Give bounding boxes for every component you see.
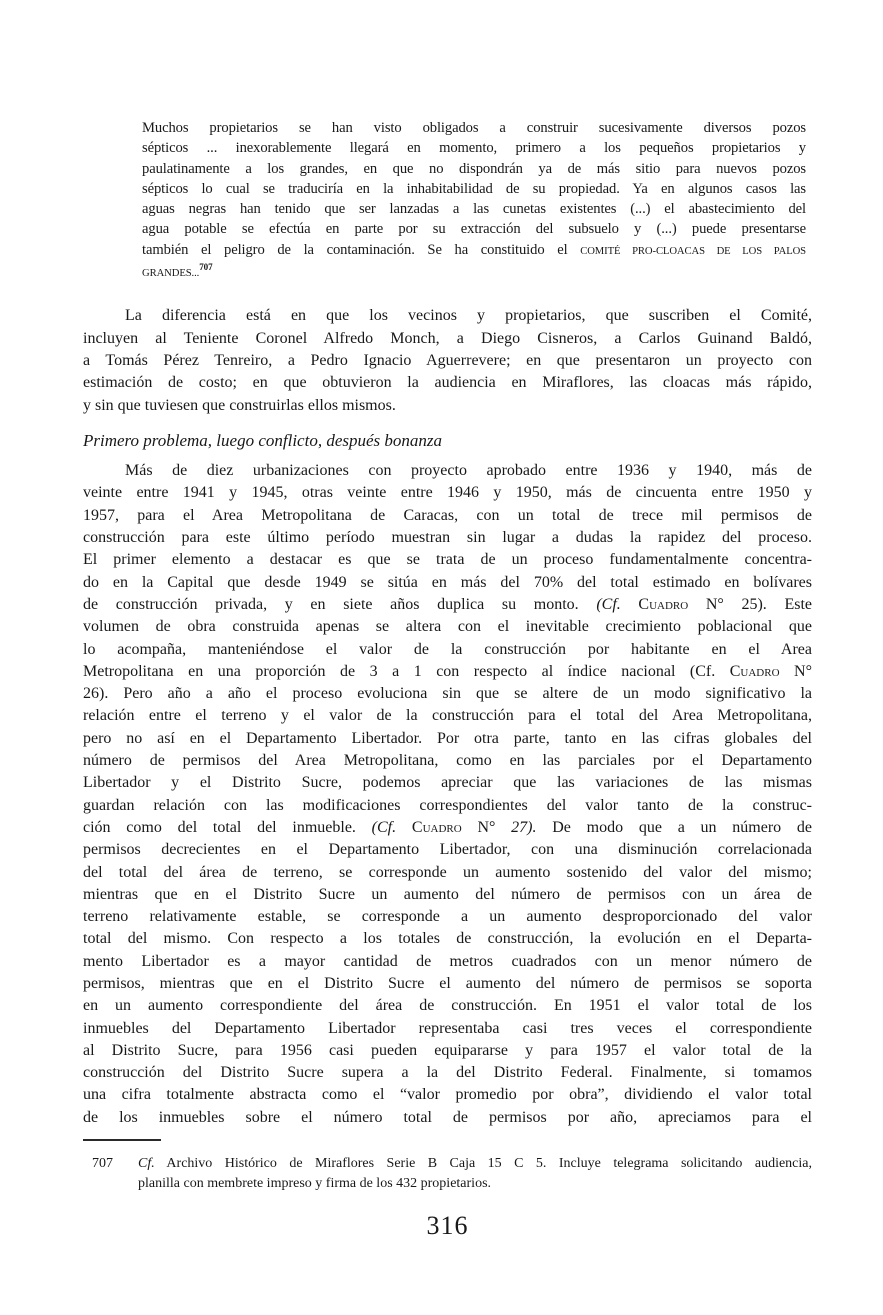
text-segment: paulatinamente a los grandes, en que no dispondrán ya de más sitio para nuevos pozos xyxy=(142,160,806,177)
document-blocks xyxy=(83,118,812,1129)
text-segment: relación entre el terreno y el valor de la construcción para el total del Area Metropolitana, xyxy=(83,707,812,725)
text-segment: lo acompaña, manteniéndose el valor de la construcción por habitante en el Area xyxy=(83,640,812,658)
text-segment: mento Libertador es a mayor cantidad de metros cuadrados con un menor número de xyxy=(83,952,812,970)
text-segment: a Tomás Pérez Tenreiro, a Pedro Ignacio Aguerrevere; en que presentaron un proyecto con xyxy=(83,351,812,369)
text-line xyxy=(83,350,812,372)
text-segment: total del mismo. Con respecto a los totales de construcción, la evolución en el Departa- xyxy=(83,930,812,948)
text-segment xyxy=(621,596,639,613)
text-line xyxy=(83,772,812,794)
text-line xyxy=(83,482,812,504)
text-segment: La diferencia está en que los vecinos y propietarios, que suscriben el Comité, xyxy=(125,307,812,325)
text-segment: 27). xyxy=(511,818,537,836)
text-line xyxy=(83,1040,812,1062)
text-line xyxy=(83,661,812,683)
text-segment: Cuadro xyxy=(638,595,689,613)
footnote-number: 707 xyxy=(92,1156,113,1172)
text-segment: Cf. xyxy=(138,1156,155,1172)
section-heading xyxy=(83,430,812,452)
text-segment: guardan relación con las modificaciones correspondientes del valor tanto de la construc- xyxy=(83,796,812,814)
text-line xyxy=(83,995,812,1017)
text-line xyxy=(83,728,812,750)
text-line xyxy=(83,705,812,727)
text-line xyxy=(142,179,806,199)
text-segment: N° xyxy=(779,662,812,680)
text-line xyxy=(142,199,806,219)
text-segment: una cifra totalmente abstracta como el “valor promedio por obra”, dividiendo el valor total xyxy=(83,1086,812,1104)
text-segment: GRANDES... xyxy=(142,268,200,280)
paragraph-2 xyxy=(83,460,812,1129)
text-segment: veinte entre 1941 y 1945, otras veinte entre 1946 y 1950, más de cincuenta entre 1950 y xyxy=(83,484,812,502)
text-segment: (Cf. xyxy=(596,595,621,613)
text-segment: De modo que a un número de xyxy=(536,818,813,836)
text-line xyxy=(83,616,812,638)
page-number: 316 xyxy=(426,1211,469,1241)
text-line xyxy=(83,460,812,482)
text-segment: agua potable se efectúa en parte por su extracción del subsuelo y (...) puede presentarse xyxy=(142,221,806,238)
text-line xyxy=(142,138,806,158)
text-segment: N° 25). Este xyxy=(688,595,813,613)
text-segment: construcción del Distrito Sucre supera a la del Distrito Federal. Finalmente, si tomamos xyxy=(83,1064,812,1082)
text-line xyxy=(83,906,812,928)
text-segment: y sin que tuviesen que construirlas ellos mismos. xyxy=(83,396,396,414)
text-segment xyxy=(396,819,412,836)
text-segment: Más de diez urbanizaciones con proyecto aprobado entre 1936 y 1940, más de xyxy=(125,462,812,480)
text-line xyxy=(83,505,812,527)
text-segment: Archivo Histórico de Miraflores Serie B Caja 15 C 5. Incluye telegrama solicitando audiencia, xyxy=(154,1156,812,1172)
text-segment: en un aumento correspondiente del área de construcción. En 1951 el valor total de los xyxy=(83,997,812,1015)
text-line xyxy=(83,328,812,350)
text-line xyxy=(83,430,812,452)
text-segment: Cuadro xyxy=(411,818,462,836)
text-line xyxy=(138,1174,812,1194)
text-segment: terreno relativamente estable, se corresponde a un aumento desproporcionado del valor xyxy=(83,908,812,926)
text-line xyxy=(142,159,806,179)
text-line xyxy=(83,372,812,394)
text-line xyxy=(83,862,812,884)
text-segment: inmuebles del Departamento Libertador representaba casi tres veces el correspondiente xyxy=(83,1019,812,1037)
text-segment: estimación de costo; en que obtuvieron la audiencia en Miraflores, las cloacas más rápido, xyxy=(83,374,812,392)
block-quote xyxy=(142,118,806,284)
text-segment: incluyen al Teniente Coronel Alfredo Monch, a Diego Cisneros, a Carlos Guinand Baldó, xyxy=(83,329,812,347)
footnote-text xyxy=(138,1154,812,1193)
text-segment: El primer elemento a destacar es que se trata de un proceso fundamentalmente concentra- xyxy=(83,551,812,569)
text-line xyxy=(142,240,806,262)
text-segment: ción como del total del inmueble. xyxy=(83,818,372,836)
text-segment: Primero problema, luego conflicto, después bonanza xyxy=(83,430,443,450)
footnote xyxy=(83,1154,812,1193)
text-segment: construcción para este último período muestran sin lugar a dudas la rapidez del proceso. xyxy=(83,529,812,547)
text-segment: Metropolitana en una proporción de 3 a 1 con respecto al índice nacional (Cf. xyxy=(83,662,730,680)
text-line xyxy=(142,262,806,284)
text-segment: de construcción privada, y en siete años duplica su monto. xyxy=(83,595,597,613)
text-segment: N° xyxy=(461,818,512,836)
text-segment: 26). Pero año a año el proceso evoluciona sin que se altere de un modo significativo la xyxy=(83,685,812,703)
text-segment: sépticos ... inexorablemente llegará en momento, primero a los pequeños propietarios y xyxy=(142,140,806,157)
text-line xyxy=(83,683,812,705)
text-line xyxy=(83,973,812,995)
text-line xyxy=(83,572,812,594)
footnote-ref: 707 xyxy=(199,262,213,273)
text-line xyxy=(83,549,812,571)
text-segment: Libertador y el Distrito Sucre, podemos apreciar que las variaciones de las mismas xyxy=(83,774,812,792)
text-line xyxy=(83,1084,812,1106)
text-segment: también el peligro de la contaminación. Se ha constituido el xyxy=(142,241,581,258)
paragraph-1 xyxy=(83,305,812,416)
text-line xyxy=(142,118,806,138)
text-line xyxy=(83,795,812,817)
text-line xyxy=(83,928,812,950)
text-segment: volumen de obra construida apenas se altera con el inevitable crecimiento poblacional que xyxy=(83,618,812,636)
text-line xyxy=(83,839,812,861)
text-segment: Cuadro xyxy=(729,662,780,680)
text-segment: mientras que en el Distrito Sucre un aumento del número de permisos con un área de xyxy=(83,885,812,903)
text-segment: 1957, para el Area Metropolitana de Caracas, con un total de trece mil permisos de xyxy=(83,506,812,524)
text-line xyxy=(83,639,812,661)
text-segment: COMITÉ PRO-CLOACAS DE LOS PALOS xyxy=(580,245,806,257)
text-segment: planilla con membrete impreso y firma de los 432 propietarios. xyxy=(138,1175,492,1191)
text-segment: sépticos lo cual se traduciría en la inhabitabilidad de su propiedad. Ya en algunos casos las xyxy=(142,180,806,197)
text-segment: permisos, mientras que en el Distrito Sucre el aumento del número de permisos se soporta xyxy=(83,974,812,992)
text-segment: (Cf. xyxy=(371,818,397,836)
text-segment: aguas negras han tenido que ser lanzadas a las cunetas existentes (...) el abastecimiento del xyxy=(142,201,806,218)
text-line xyxy=(83,305,812,327)
footnote-separator xyxy=(83,1139,161,1141)
text-line xyxy=(83,1018,812,1040)
text-segment: al Distrito Sucre, para 1956 casi pueden equipararse y para 1957 el valor total de la xyxy=(83,1041,812,1059)
text-line xyxy=(83,395,812,417)
text-line xyxy=(83,1107,812,1129)
text-line xyxy=(83,817,812,839)
text-segment: del total del área de terreno, se corresponde un aumento sostenido del valor del mismo; xyxy=(83,863,812,881)
text-segment: de los inmuebles sobre el número total de permisos por año, apreciamos para el xyxy=(83,1108,812,1126)
text-line xyxy=(83,951,812,973)
text-segment: número de permisos del Area Metropolitana, como en las parciales por el Departamento xyxy=(83,752,812,770)
text-line xyxy=(83,1062,812,1084)
text-line xyxy=(83,594,812,616)
page-content xyxy=(83,118,812,1241)
text-line xyxy=(83,884,812,906)
text-segment: Muchos propietarios se han visto obligados a construir sucesivamente diversos pozos xyxy=(142,120,806,136)
text-segment: permisos decrecientes en el Departamento Libertador, con una disminución correlacionada xyxy=(83,841,812,859)
text-line xyxy=(83,527,812,549)
text-segment: pero no así en el Departamento Libertador. Por otra parte, tanto en las cifras globales del xyxy=(83,729,812,747)
text-line xyxy=(83,750,812,772)
text-line xyxy=(138,1154,812,1174)
text-line xyxy=(142,219,806,239)
text-segment: do en la Capital que desde 1949 se sitúa en más del 70% del total estimado en bolívares xyxy=(83,573,812,591)
